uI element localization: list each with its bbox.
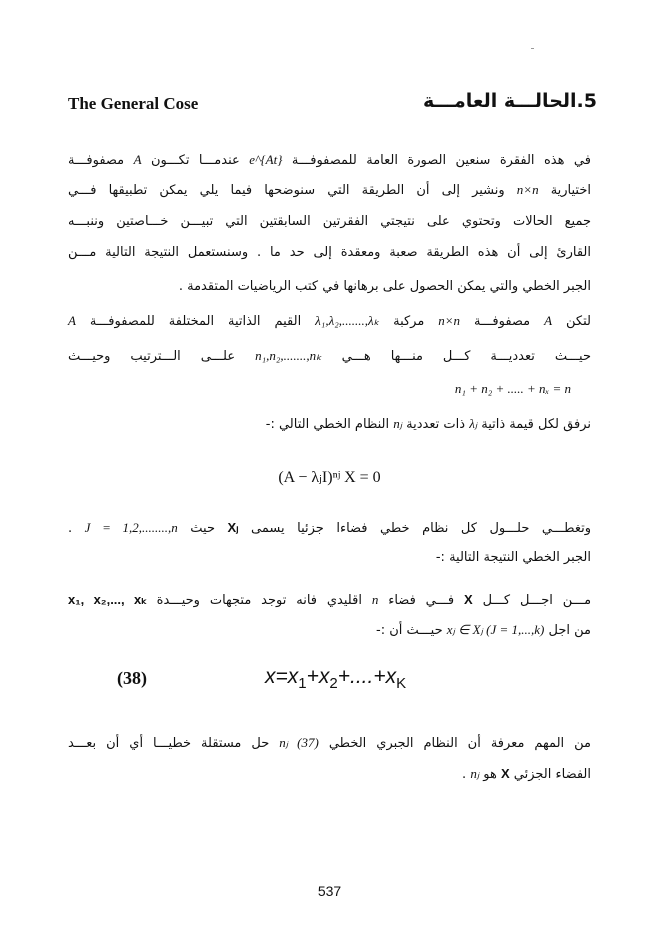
math-vectors: x₁, x₂,..., xₖ	[68, 592, 147, 607]
text-line-13: من المهم معرفة أن النظام الجبري الخطي nⱼ (37) حل مستقلة خطيـــا أي أن بعـــد	[68, 735, 591, 751]
page-number: 537	[317, 883, 342, 899]
text-line-7: حيـــث تعدديـــة كـــل منـــها هـــي n₁,n₂,.......,nₖ علـــى الـــترتيب وحيـــث	[68, 348, 591, 364]
scan-mark	[531, 48, 534, 49]
text-line-12: من اجل xⱼ ∈ Xⱼ (J = 1,...,k) حيـــث أن :-	[376, 622, 591, 638]
text-line-11: مـــن اجـــل كـــل X فـــي فضاء n اقليدي فانه توجد متجهات وحيـــدة x₁, x₂,..., xₖ	[68, 592, 592, 608]
text-line-9: وتغطـــي حلـــول كل نظام خطي فضاءا جزئيا يسمى Xⱼ حيث J = 1,2,........,n .	[68, 520, 592, 536]
text-line-2: اختيارية n×n ونشير إلى أن الطريقة التي سنوضحها فيما يلي يمكن تطبيقها فـــي	[68, 182, 592, 198]
section-title-arabic: 5.الحالـــة العامـــة	[423, 90, 597, 112]
text-line-3: جميع الحالات وتحتوي على نتيجتي الفقرتين السابقتين التي تبيـــن خـــاصتين وننبـــه	[68, 214, 591, 229]
math-exp-at: e^{At}	[249, 152, 283, 167]
text-line-6: لتكن A مصفوفـــة n×n مركبة λ₁,λ₂,.......,λₖ القيم الذاتية المختلفة للمصفوفـــة A	[68, 313, 591, 329]
math-multiplicities: n₁,n₂,.......,nₖ	[255, 348, 322, 363]
multiplicity-sum-equation: n₁ + n₂ + ..... + nₓ = n	[454, 381, 571, 396]
linear-system-equation: (A − λⱼI)ⁿʲ X = 0	[278, 469, 381, 486]
text-line-4: القارئ إلى أن هذه الطريقة صعبة ومعقدة إلى حد ما . وسنستعمل النتيجة التالية مـــن	[68, 245, 591, 260]
text-line-8: نرفق لكل قيمة ذاتية λⱼ ذات تعددية nⱼ النظام الخطي التالي :-	[265, 416, 591, 432]
text-line-14: الفضاء الجزئي X هو nⱼ .	[462, 766, 591, 782]
text-line-10: الجبر الخطي النتيجة التالية :-	[435, 550, 591, 565]
section-title-english: The General Cose	[68, 94, 199, 113]
text-line-5: الجبر الخطي والتي يمكن الحصول على برهانها في كتب الرياضيات المتقدمة .	[178, 279, 591, 294]
decomposition-equation: $x=x_1+x_2+....+x_K$	[265, 665, 407, 693]
math-eigenvalues: λ₁,λ₂,.......,λₖ	[315, 313, 380, 328]
text-line-1: في هذه الفقرة سنعين الصورة العامة للمصفوفـــة e^{At} عندمـــا تكـــون A مصفوفـــة	[68, 152, 591, 168]
equation-number: (38)	[117, 668, 147, 688]
